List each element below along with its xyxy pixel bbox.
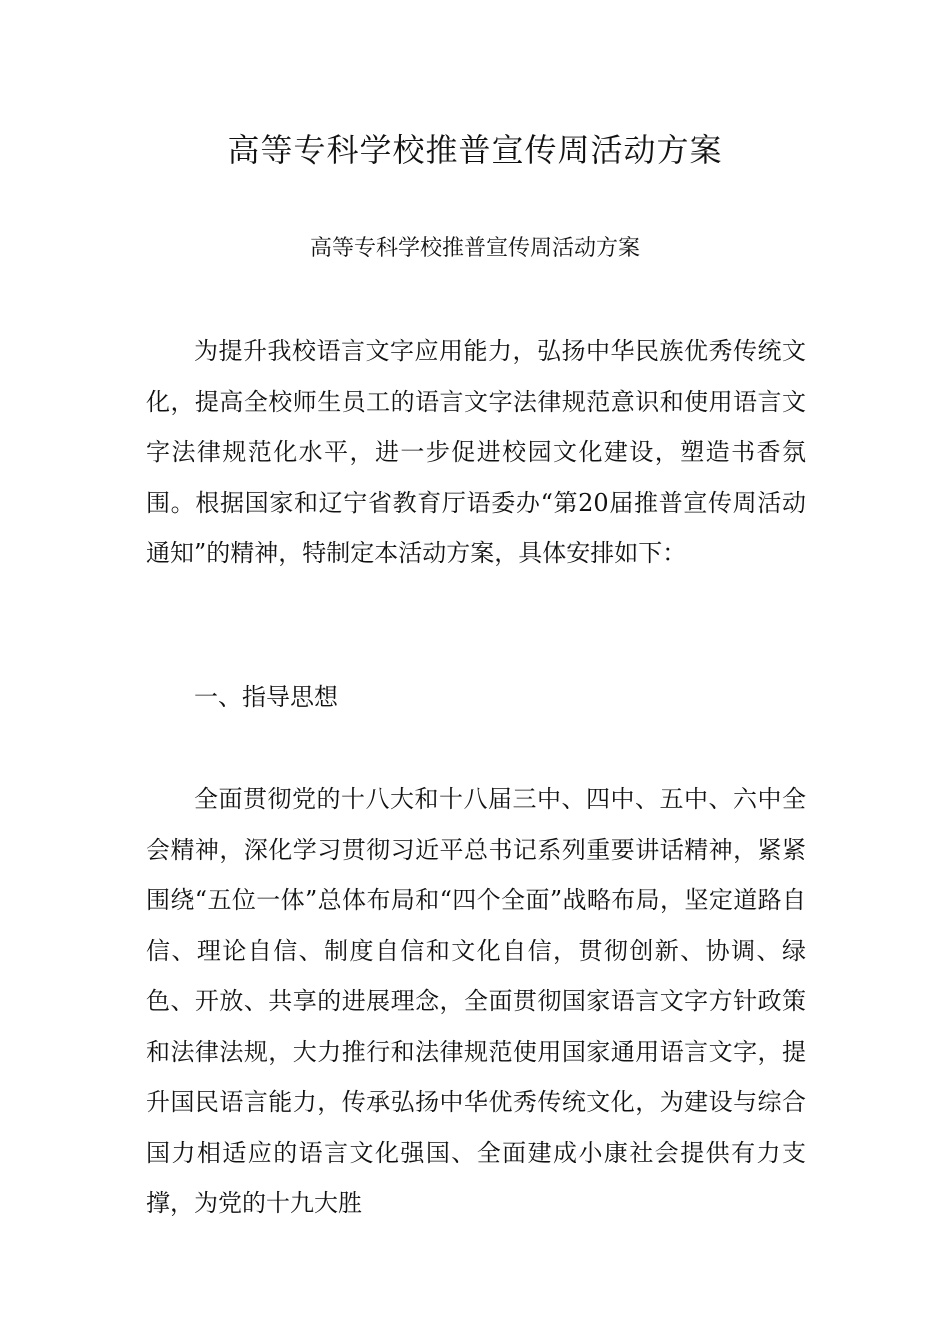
intro-paragraph: 为提升我校语言文字应用能力，弘扬中华民族优秀传统文化，提高全校师生员工的语言文字法律规范意识和使用语言文字法律规范化水平，进一步促进校园文化建设，塑造书香氛围。根据国家和辽宁省教育厅语委办“第20届推普宣传周活动通知”的精神，特制定本活动方案，具体安排如下： [146,337,806,567]
guiding-ideology-paragraph: 全面贯彻党的十八大和十八届三中、四中、五中、六中全会精神，深化学习贯彻习近平总书记系列重要讲话精神，紧紧围绕“五位一体”总体布局和“四个全面”战略布局，坚定道路自信、理论自信、制度自信和文化自信，贯彻创新、协调、绿色、开放、共享的进展理念，全面贯彻国家语言文字方针政策和法律法规，大力推行和法律规范使用国家通用语言文字，提升国民语言能力，传承弘扬中华优秀传统文化，为建设与综合国力相适应的语言文化强国、全面建成小康社会提供有力支撑，为党的十九大胜 [146,785,806,1217]
document-title: 高等专科学校推普宣传周活动方案 [227,131,723,169]
document-subtitle: 高等专科学校推普宣传周活动方案 [309,236,640,261]
section-heading-guiding-ideology: 一、指导思想 [194,683,338,711]
